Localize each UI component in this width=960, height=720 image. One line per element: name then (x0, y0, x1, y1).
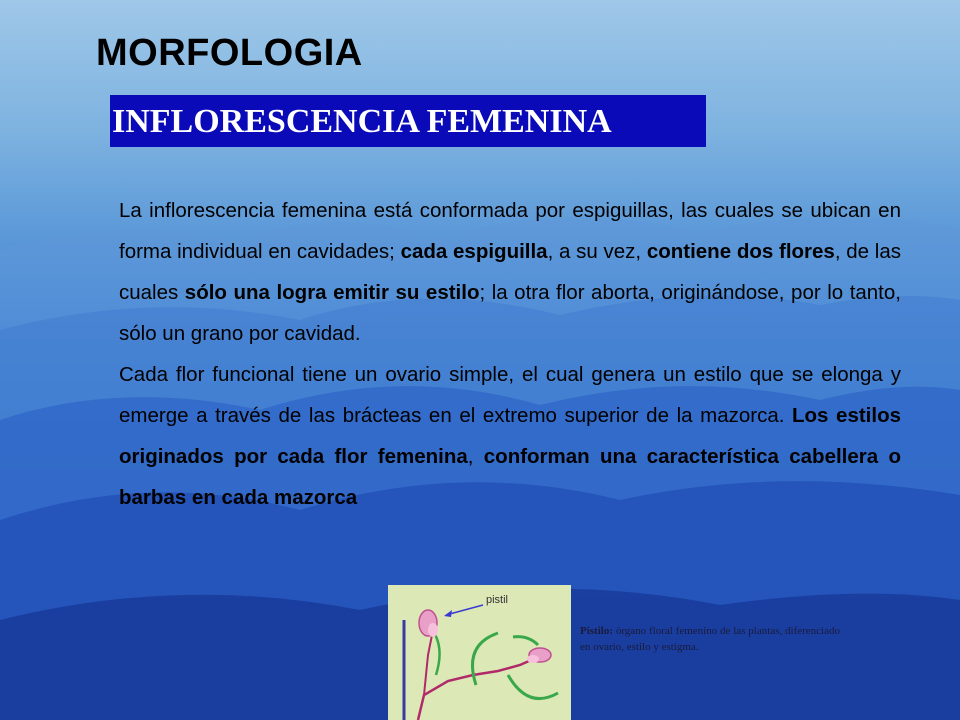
caption-text: órgano floral femenino de las plantas, diferenciado en ovario, estilo y estigma. (580, 625, 840, 653)
p2-text-2: , (467, 445, 484, 468)
p1-bold-2: contiene dos flores (646, 240, 835, 263)
paragraph-2 (119, 354, 901, 518)
p2-text-1: Cada flor funcional tiene un ovario simple, el cual genera un estilo que se elonga y emerge a través de las brácteas en el extremo superior de la mazorca. (119, 363, 901, 427)
paragraph-1 (119, 190, 901, 354)
caption-term: Pistilo: (580, 625, 613, 637)
pistil-figure (388, 585, 571, 720)
p2-bold-2: conforman una característica cabellera o barbas en cada mazorca (119, 445, 901, 509)
p1-bold-1: cada espiguilla (400, 240, 548, 263)
p1-text-1: La inflorescencia femenina está conformada por espiguillas, las cuales se ubican en forma individual en cavidades; (119, 199, 901, 263)
p1-text-2: , a su vez, (547, 240, 647, 263)
subtitle-text: INFLORESCENCIA FEMENINA (112, 103, 612, 140)
pistil-label: pistil (486, 594, 509, 606)
p1-bold-3: sólo una logra emitir su estilo (184, 281, 480, 304)
pistil-caption (580, 623, 840, 655)
page-title: MORFOLOGIA (96, 32, 363, 74)
p1-text-4: ; la otra flor aborta, originándose, por lo tanto, sólo un grano por cavidad. (119, 281, 901, 345)
p1-text-3: , de las cuales (119, 240, 901, 304)
pistil-illustration (388, 585, 571, 720)
body-text (119, 190, 901, 518)
p2-bold-1: Los estilos originados por cada flor femenina (119, 404, 901, 468)
